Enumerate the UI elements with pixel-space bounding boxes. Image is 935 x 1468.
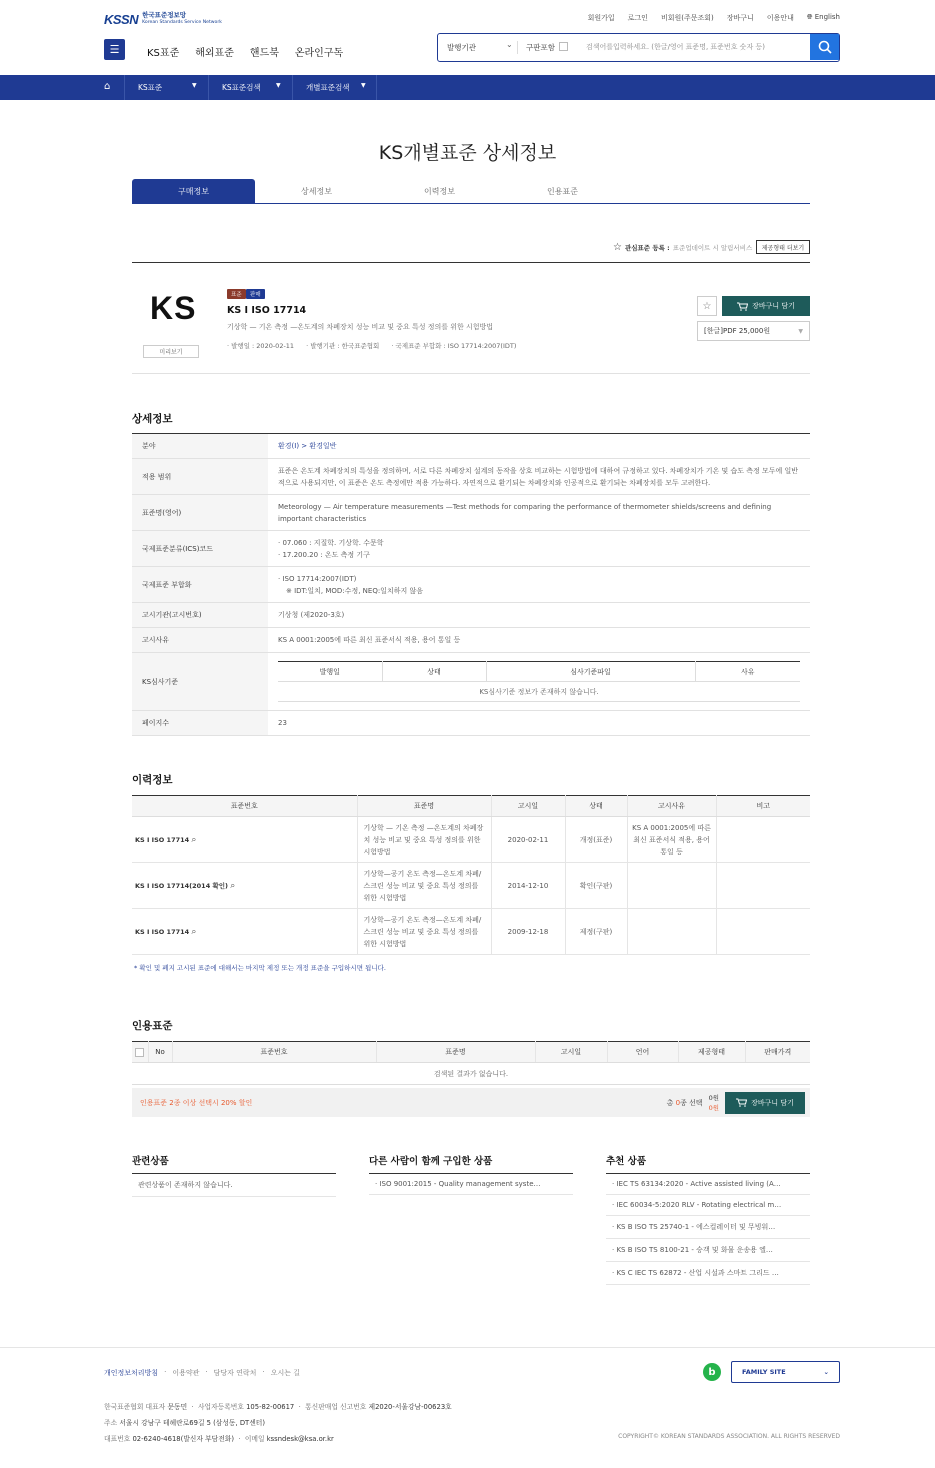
standard-name: 기상학—공기 온도 측정—온도계 차폐/스크린 성능 비교 및 중요 특성 정의를 위한 시험방법 [357, 863, 491, 909]
column-header: 고시사유 [627, 796, 716, 817]
list-item[interactable]: · KS C IEC TS 62872 - 산업 시설과 스마트 그리드 … [606, 1262, 810, 1285]
login-link[interactable]: 로그인 [627, 14, 648, 22]
contact-line: 대표번호 02-6240-4618(발신자 부담전화) · 이메일 kssndesk@ksa.or.kr [104, 1435, 334, 1443]
copyright: COPYRIGHT© KOREAN STANDARDS ASSOCIATION. ALL RIGHTS RESERVED [618, 1433, 840, 1440]
recommended-products [606, 1153, 810, 1285]
nav-handbook[interactable]: 핸드북 [249, 48, 279, 59]
page-count-value: 23 [268, 711, 810, 736]
table-row [132, 628, 810, 653]
status: 제정(구판) [565, 909, 627, 955]
cited-table [132, 1041, 810, 1085]
search-input[interactable]: 검색어를입력하세요. (한글/영어 표준명, 표준번호 숫자 등) [586, 43, 765, 51]
also-bought-title: 다른 사람이 함께 구입한 상품 [369, 1153, 573, 1174]
all-menu-button[interactable] [104, 39, 125, 60]
section-title-cited: 인용표준 [132, 1020, 173, 1032]
tab-cited-standards[interactable]: 인용표준 [547, 186, 578, 196]
globe-icon: 🌐︎ [806, 13, 813, 21]
related-products [132, 1153, 336, 1197]
chevron-down-icon[interactable]: ⌄ [506, 40, 513, 49]
table-row [132, 434, 810, 459]
related-title: 관련상품 [132, 1153, 336, 1174]
column-header: 제공형태 [678, 1042, 745, 1063]
publisher-select[interactable]: 발행기관 [447, 43, 476, 52]
empty-message: 검색된 결과가 없습니다. [132, 1063, 810, 1085]
cart-icon [737, 302, 748, 311]
logo-korean-text: 한국표준정보망 [142, 11, 187, 19]
remark [716, 909, 810, 955]
directions-link[interactable]: 오시는 길 [270, 1369, 300, 1377]
cited-summary-bar [132, 1088, 810, 1117]
product-name: 기상학 — 기온 측정 —온도계의 차폐장치 성능 비교 및 중요 특성 정의를 위한 시험방법 [227, 323, 494, 331]
list-item[interactable]: · IEC TS 63134:2020 - Active assisted living (A… [606, 1174, 810, 1195]
search-icon [818, 40, 832, 54]
harmonization-note: ※ IDT:일치, MOD:수정, NEQ:일치하지 않음 [286, 586, 423, 595]
more-formats-button[interactable]: 제공형태 더보기 [756, 240, 810, 254]
dropdown-arrow-icon[interactable]: ▼ [361, 82, 366, 89]
list-item: 관련상품이 존재하지 않습니다. [132, 1174, 336, 1197]
search-icon[interactable]: ⌕ [230, 880, 236, 891]
search-icon[interactable]: ⌕ [191, 926, 197, 937]
field-value-link[interactable]: 환경(I) > 환경일반 [268, 434, 810, 459]
nav-online-subscription[interactable]: 온라인구독 [294, 48, 344, 59]
intl-harmonization: · 국제표준 부합화 : ISO 17714:2007(IDT) [391, 342, 517, 350]
divider [124, 75, 125, 100]
discount-notice: 인용표준 2종 이상 선택시 20% 할인 [140, 1099, 253, 1107]
dropdown-arrow-icon[interactable]: ▼ [276, 82, 281, 89]
badge-sale: 판매 [246, 289, 265, 299]
table-row [278, 682, 800, 702]
contact-link[interactable]: 담당자 연락처 [213, 1369, 257, 1377]
cart-icon [736, 1098, 747, 1107]
selected-format: [한글]PDF 25,000원 [704, 327, 771, 335]
tab-detail-info[interactable]: 상세정보 [301, 186, 332, 196]
select-all-checkbox[interactable] [135, 1048, 144, 1057]
search-icon[interactable]: ⌕ [191, 834, 197, 845]
breadcrumb-ks-standards[interactable]: KS표준 [138, 83, 163, 92]
row-label: 국제표준 부합화 [132, 567, 268, 603]
address-line: 주소 서울시 강남구 테헤란로69길 5 (삼성동, DT센터) [104, 1419, 265, 1427]
column-header: 고시일 [491, 796, 565, 817]
remark [716, 863, 810, 909]
chevron-down-icon: ▼ [798, 327, 803, 335]
section-title-history: 이력정보 [132, 774, 173, 786]
hamburger-icon: ☰ [109, 43, 120, 56]
detail-tabs [132, 179, 810, 204]
table-row [132, 817, 810, 863]
footer-links: 개인정보처리방침 · 이용약관 · 담당자 연락처 · 오시는 길 [104, 1368, 300, 1377]
row-label: 분야 [132, 434, 268, 459]
terms-link[interactable]: 이용약관 [172, 1369, 200, 1377]
history-note: * 확인 및 폐지 고시된 표준에 대해서는 마지막 제정 또는 개정 표준을 구입하시면 됩니다. [134, 964, 386, 972]
main-nav [147, 44, 343, 59]
add-to-cart-button[interactable]: 장바구니 담기 [722, 296, 810, 316]
column-header: 고시일 [535, 1042, 607, 1063]
column-header: 표준번호 [172, 1042, 376, 1063]
standard-name: 기상학—공기 온도 측정—온도계 차폐/스크린 성능 비교 및 중요 특성 정의를 위한 시험방법 [357, 909, 491, 955]
standard-code-link[interactable]: KS I ISO 17714 [135, 835, 190, 844]
privacy-policy-link[interactable]: 개인정보처리방침 [104, 1369, 159, 1377]
notice-reason-value: KS A 0001:2005에 따른 최신 표준서식 적용, 용어 통일 등 [268, 628, 810, 653]
cart-link[interactable]: 장바구니 [726, 14, 754, 22]
search-button[interactable] [810, 34, 839, 60]
cited-add-to-cart-button[interactable]: 장바구니 담기 [725, 1092, 805, 1114]
empty-message: KS심사기준 정보가 존재하지 않습니다. [278, 682, 800, 702]
star-outline-icon: ☆ [613, 242, 622, 253]
table-row [132, 653, 810, 711]
selected-count: 총 0종 선택 [666, 1098, 703, 1107]
list-item[interactable]: · IEC 60034-5:2020 RLV - Rotating electrical m… [606, 1195, 810, 1216]
history-table [132, 795, 810, 955]
notice-reason [627, 863, 716, 909]
divider [0, 1347, 935, 1348]
list-item[interactable]: · KS B ISO TS 8100-21 - 승객 및 화물 운송용 엘… [606, 1239, 810, 1262]
favorite-button[interactable] [697, 296, 717, 316]
include-old-label: 구판포함 [526, 43, 555, 52]
column-header: 심사기준파일 [486, 662, 695, 682]
scope-value: 표준은 온도계 차폐장치의 특성을 정의하며, 서로 다른 차폐장치 설계의 동작을 상호 비교하는 시험방법에 대하여 규정하고 있다. 차폐장치가 기온 및 습도 측정 모두에 일반적으로 사용되지만, 이 표준은 온도 측정에만 적용 가능하다. 자연적으로 환기되는 차폐장치와 인공적으로 환기되는 차폐장치를 모두 고려한다. [268, 459, 810, 495]
status: 확인(구판) [565, 863, 627, 909]
total-price: 0원 0원 [708, 1093, 719, 1112]
product-code: KS I ISO 17714 [227, 305, 307, 316]
favorite-register[interactable] [613, 242, 752, 253]
family-site-logo: b [703, 1363, 721, 1381]
divider [376, 75, 377, 100]
row-label: KS심사기준 [132, 653, 268, 711]
search-bar [437, 33, 840, 62]
row-label: 고시사유 [132, 628, 268, 653]
standard-code-link[interactable]: KS I ISO 17714(2014 확인) [135, 881, 229, 890]
notice-date: 2009-12-18 [491, 909, 565, 955]
column-header: 발행일 [278, 662, 382, 682]
guide-link[interactable]: 이용안내 [766, 14, 794, 22]
breadcrumb [0, 75, 935, 100]
star-icon: ☆ [702, 300, 712, 312]
badge-standard: 표준 [227, 289, 246, 299]
column-header: 사유 [695, 662, 800, 682]
standard-name: 기상학 — 기온 측정 —온도계의 차폐장치 성능 비교 및 중요 특성 정의를 위한 시험방법 [357, 817, 491, 863]
table-row [132, 459, 810, 495]
row-label: 적용 범위 [132, 459, 268, 495]
notice-date: 2020-02-11 [491, 817, 565, 863]
tab-purchase-info[interactable]: 구매정보 [132, 179, 255, 203]
nav-ks-standards[interactable]: KS표준 [147, 48, 180, 59]
row-label: 페이지수 [132, 711, 268, 736]
tab-history-info[interactable]: 이력정보 [424, 186, 455, 196]
format-price-select[interactable] [697, 321, 810, 341]
table-header-row [278, 662, 800, 682]
table-row [132, 603, 810, 628]
row-label: 표준명(영어) [132, 495, 268, 531]
notice-reason: KS A 0001:2005에 따른 최신 표준서식 적용, 용어 통일 등 [627, 817, 716, 863]
email-link[interactable]: kssndesk@ksa.or.kr [266, 1435, 334, 1443]
table-row [132, 495, 810, 531]
guest-order-link[interactable]: 비회원(주문조회) [660, 14, 714, 22]
language-link[interactable]: 🌐︎ English [806, 13, 840, 21]
table-header-row [132, 1042, 810, 1063]
detail-table [132, 433, 810, 736]
column-header: 판매가격 [745, 1042, 810, 1063]
column-header: 표준명 [357, 796, 491, 817]
divider [292, 75, 293, 100]
utility-links [588, 13, 840, 23]
section-title-detail: 상세정보 [132, 413, 173, 425]
harmonization-value: · ISO 17714:2007(IDT) [278, 574, 357, 583]
nav-overseas-standards[interactable]: 해외표준 [195, 48, 234, 59]
home-icon[interactable]: ⌂ [104, 81, 111, 92]
recommended-title: 추천 상품 [606, 1153, 810, 1174]
family-site-select[interactable]: FAMILY SITE ⌄ [731, 1361, 840, 1383]
product-meta [227, 341, 516, 350]
english-name-value: Meteorology — Air temperature measurements —Test methods for comparing the performance of thermometer shields/screens and defining important characteristics [268, 495, 810, 531]
list-item[interactable]: · ISO 9001:2015 - Quality management syste… [369, 1174, 573, 1195]
ks-review-table [278, 661, 800, 702]
column-header: 상태 [382, 662, 486, 682]
column-header: No [148, 1042, 172, 1063]
signup-link[interactable]: 회원가입 [587, 14, 615, 22]
breadcrumb-ks-search[interactable]: KS표준검색 [222, 83, 261, 92]
table-row [132, 863, 810, 909]
logo-mark: KSSN [104, 11, 139, 27]
table-row [132, 1063, 810, 1085]
site-logo[interactable] [104, 11, 222, 27]
table-row [132, 909, 810, 955]
ics-code-2: · 17.200.20 : 온도 측정 기구 [278, 550, 370, 559]
column-header: 비고 [716, 796, 810, 817]
logo-english-text: Korean Standards Service Network [142, 20, 222, 25]
status: 개정(표준) [565, 817, 627, 863]
include-old-checkbox[interactable] [559, 42, 568, 51]
ks-mark-logo: KS [150, 290, 197, 326]
table-row [132, 711, 810, 736]
table-row [132, 531, 810, 567]
chevron-down-icon: ⌄ [823, 1368, 829, 1376]
company-info-line: 한국표준협회 대표자 문동민 · 사업자등록번호 105-82-00617 · 통신판매업 신고번호 제2020-서울강남-00623호 [104, 1403, 452, 1411]
column-header: 표준명 [376, 1042, 535, 1063]
breadcrumb-individual-search[interactable]: 개별표준검색 [306, 83, 350, 92]
divider [132, 262, 810, 263]
column-header: 표준번호 [132, 796, 357, 817]
divider [517, 41, 518, 54]
row-label: 국제표준분류(ICS)코드 [132, 531, 268, 567]
standard-code-link[interactable]: KS I ISO 17714 [135, 927, 190, 936]
row-label: 고시기관(고시번호) [132, 603, 268, 628]
ics-code-1: · 07.060 : 지질학. 기상학. 수문학 [278, 538, 384, 547]
notice-agency-value: 기상청 (제2020-3호) [268, 603, 810, 628]
also-bought-products [369, 1153, 573, 1195]
publisher: · 발행기관 : 한국표준협회 [306, 342, 380, 350]
favorite-desc: 표준업데이트 시 알림서비스 [672, 244, 753, 252]
column-header: 언어 [607, 1042, 678, 1063]
divider [132, 373, 810, 374]
remark [716, 817, 810, 863]
column-header: 상태 [565, 796, 627, 817]
dropdown-arrow-icon[interactable]: ▼ [192, 82, 197, 89]
publish-date: · 발행일 : 2020-02-11 [227, 342, 295, 350]
table-header-row [132, 796, 810, 817]
list-item[interactable]: · KS B ISO TS 25740-1 - 에스컬레이터 및 무빙워… [606, 1216, 810, 1239]
table-row [132, 567, 810, 603]
favorite-label: 관심표준 등록 : [624, 244, 670, 252]
notice-date: 2014-12-10 [491, 863, 565, 909]
preview-button[interactable]: 미리보기 [143, 345, 199, 358]
notice-reason [627, 909, 716, 955]
page-title: KS개별표준 상세정보 [378, 142, 557, 164]
divider [208, 75, 209, 100]
